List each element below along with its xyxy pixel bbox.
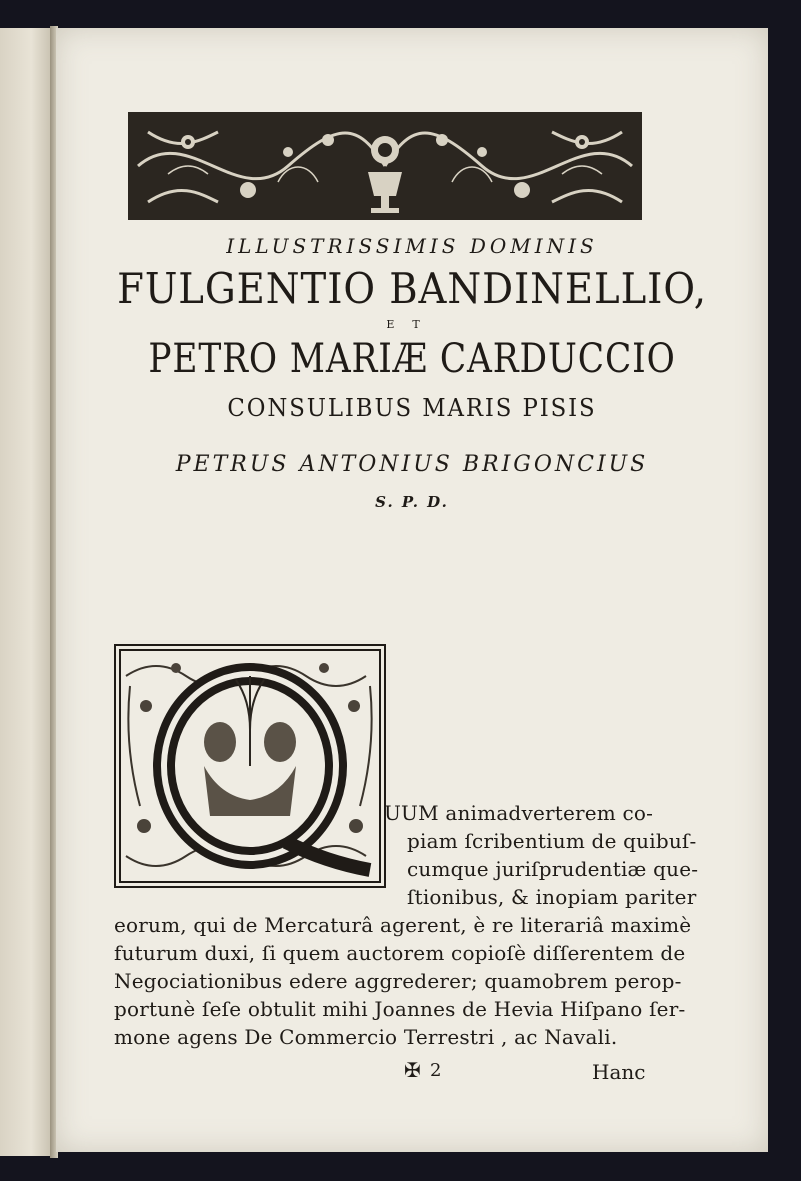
book-page — [56, 28, 768, 1152]
body-text-line: ſtionibus, & inopiam pariter — [407, 885, 697, 909]
catchword: Hanc — [592, 1060, 646, 1084]
page-footer — [56, 1058, 768, 1086]
body-text-line: cumque juriſprudentiæ que- — [407, 857, 699, 881]
consuls-title: CONSULIBUS MARIS PISIS — [227, 394, 597, 422]
conjunction-et: ET — [386, 318, 438, 331]
dedication-heading: ILLUSTRISSIMIS DOMINIS — [226, 234, 598, 258]
author-name: PETRUS ANTONIUS BRIGONCIUS — [175, 452, 649, 477]
floral-headpiece-ornament — [128, 112, 642, 220]
body-text-line: futurum duxi, ſi quem auctorem copioſè diſſerentem de — [114, 941, 686, 965]
body-text-line: mone agens De Commercio Terrestri , ac Navali. — [114, 1025, 618, 1049]
dedicatee-name-1: FULGENTIO BANDINELLIO, — [117, 264, 707, 313]
dedicatee-name-2: PETRO MARIÆ CARDUCCIO — [148, 336, 676, 382]
signature-mark: 2 — [430, 1060, 442, 1081]
cross-mark-icon: ✠ — [404, 1058, 421, 1082]
salutation: S. P. D. — [375, 493, 449, 511]
body-text-line: Negociationibus edere aggrederer; quamobrem perop- — [114, 969, 682, 993]
body-text-line: piam ſcribentium de quibuſ- — [407, 829, 697, 853]
body-text-line: UUM animadverterem co- — [384, 801, 654, 825]
body-text-line: portunè ſeſe obtulit mihi Joannes de Hevia Hiſpano ſer- — [114, 997, 686, 1021]
body-text-line: eorum, qui de Mercaturâ agerent, è re literariâ maximè — [114, 913, 692, 937]
decorated-initial-q — [114, 644, 386, 888]
left-page-edge — [0, 28, 53, 1156]
